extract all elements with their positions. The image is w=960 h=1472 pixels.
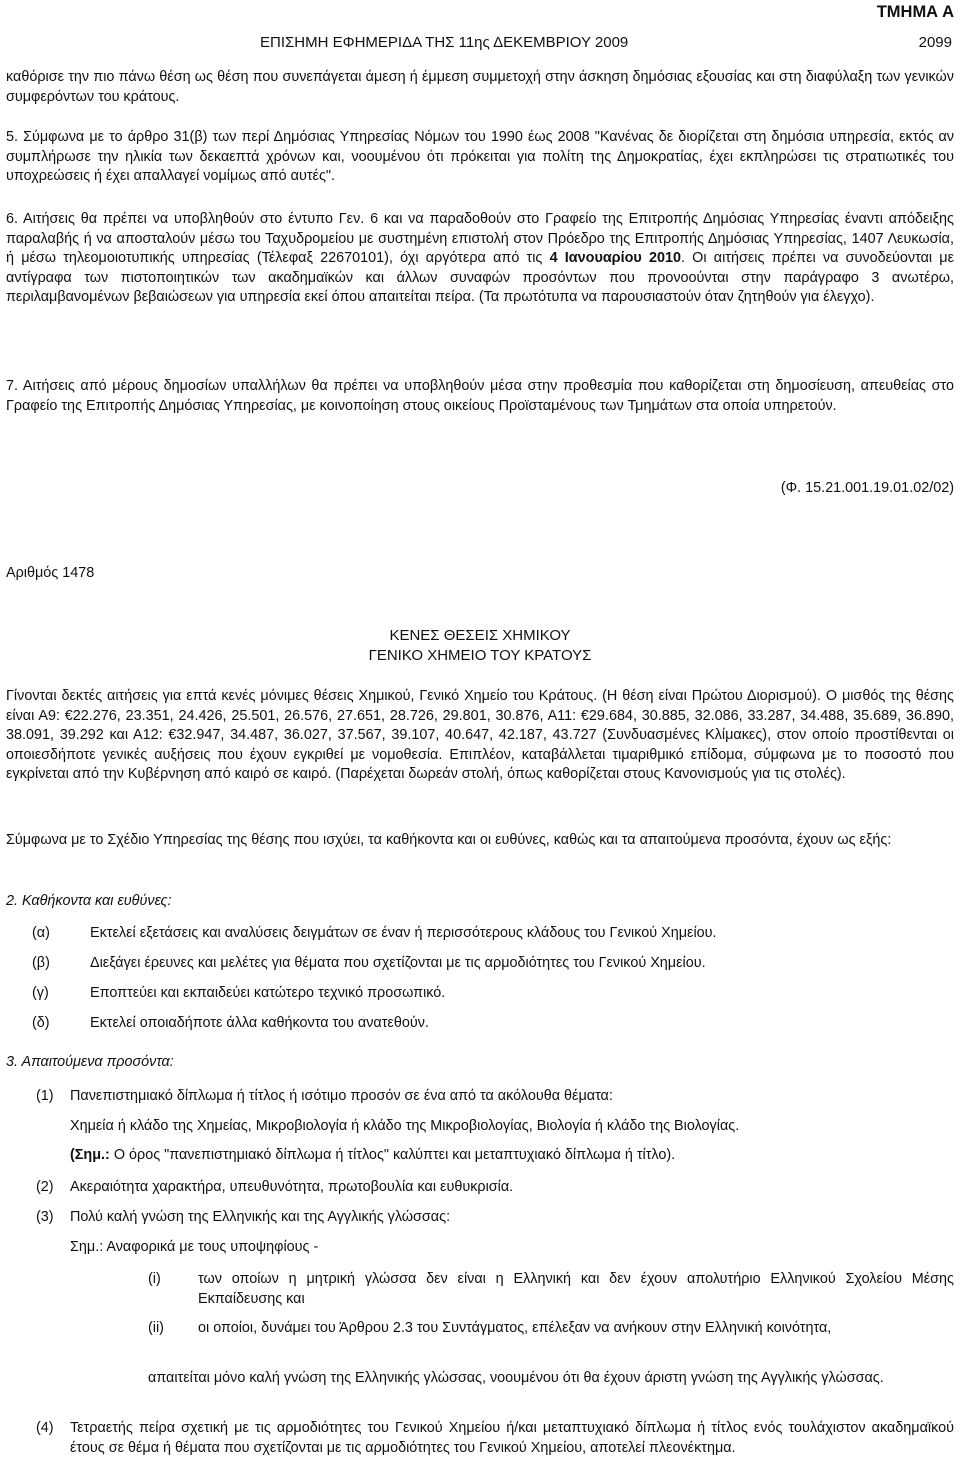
qualification-1: Πανεπιστημιακό δίπλωμα ή τίτλος ή ισότιμο προσόν σε ένα από τα ακόλουθα θέματα:: [70, 1088, 613, 1104]
duty-label: (α): [32, 925, 50, 941]
page-number: 2099: [918, 34, 952, 51]
duty-label: (γ): [32, 985, 49, 1001]
file-reference: (Φ. 15.21.001.19.01.02/02): [780, 480, 954, 496]
duty-label: (δ): [32, 1015, 50, 1031]
sub-item-i: των οποίων η μητρική γλώσσα δεν είναι η Ελληνική και δεν έχουν απολυτήριο Ελληνικού Σχολείου Μέσης Εκπαίδευσης και: [198, 1271, 954, 1307]
qualifications-heading: 3. Απαιτούμενα προσόντα:: [6, 1054, 174, 1070]
paragraph-6-text-b: . Οι αιτήσεις πρέπει να συνοδεύονται με αντίγραφα των πιστοποιητικών των ακαδημαϊκών και άλλων συναφών προσόντων που προνοούνται στην παράγραφο 3 ανωτέρω, περιλαμβανομένων βεβαιώσεων για υπηρεσία εκεί όπου απαιτείται πείρα. (Τα πρωτότυπα να παρουσιαστούν όταν ζητηθούν για έλεγχο).: [6, 250, 955, 306]
paragraph-continued: καθόρισε την πιο πάνω θέση ως θέση που συνεπάγεται άμεση ή έμμεση συμμετοχή στην άσκηση δημόσιας εξουσίας και στη διαφύλαξη των γενικών συμφερόντων του κράτους.: [6, 69, 954, 105]
qualification-1-subjects: Χημεία ή κλάδο της Χημείας, Μικροβιολογία ή κλάδο της Μικροβιολογίας, Βιολογία ή κλάδο της Βιολογίας.: [70, 1118, 740, 1134]
notice-title: ΚΕΝΕΣ ΘΕΣΕΙΣ ΧΗΜΙΚΟΥ: [389, 627, 571, 644]
qualification-label: (3): [36, 1209, 54, 1225]
notice-number: Αριθμός 1478: [6, 565, 95, 581]
sub-item-label: (i): [148, 1271, 161, 1287]
sub-item-ii: οι οποίοι, δυνάμει του Άρθρου 2.3 του Συντάγματος, επέλεξαν να ανήκουν στην Ελληνική κοινότητα,: [198, 1320, 832, 1336]
paragraph-6: [6, 210, 954, 308]
qualification-label: (4): [36, 1420, 54, 1436]
sub-item-label: (ii): [148, 1320, 164, 1336]
section-label: ΤΜΗΜΑ Α: [876, 3, 954, 21]
notice-subtitle: ΓΕΝΙΚΟ ΧΗΜΕΙΟ ΤΟΥ ΚΡΑΤΟΥΣ: [368, 647, 592, 664]
paragraph-5: 5. Σύμφωνα με το άρθρο 31(β) των περί Δημόσιας Υπηρεσίας Νόμων του 1990 έως 2008 "Κανένας δε διορίζεται στη δημόσια υπηρεσία, εκτός αν συμπλήρωσε την ηλικία των δεκαεπτά χρόνων και, νοουμένου ότι πρόκειται για πολίτη της Δημοκρατίας, έχει εκπληρώσει τις στρατιωτικές του υποχρεώσεις ή έχει απαλλαγεί νομίμως από αυτές".: [6, 129, 954, 185]
qualification-4: Τετραετής πείρα σχετική με τις αρμοδιότητες του Γενικού Χημείου ή/και μεταπτυχιακό δίπλωμα ή τίτλος ενός τουλάχιστον ακαδημαϊκού έτους σε θέμα ή θέματα που σχετίζονται με τις αρμοδιότητες του Γενικού Χημείου, αποτελεί πλεονέκτημα.: [70, 1420, 954, 1456]
duty-item: Εκτελεί οποιαδήποτε άλλα καθήκοντα του ανατεθούν.: [90, 1015, 429, 1031]
qualification-label: (2): [36, 1179, 54, 1195]
deadline-date: 4 Ιανουαρίου 2010: [549, 250, 681, 267]
note-label: (Σημ.:: [70, 1147, 110, 1163]
note-text: Ο όρος "πανεπιστημιακό δίπλωμα ή τίτλος" καλύπτει και μεταπτυχιακό δίπλωμα ή τίτλο).: [109, 1147, 676, 1163]
paragraph-6-text-a: 6. Αιτήσεις θα πρέπει να υποβληθούν στο έντυπο Γεν. 6 και να παραδοθούν στο Γραφείο της Επιτροπής Δημόσιας Υπηρεσίας έναντι απόδειξης παραλαβής ή να αποσταλούν μέσω του Ταχυδρομείου με συστημένη επιστολή στον Πρόεδρο της Επιτροπής Δημόσιας Υπηρεσίας, 1407 Λευκωσία, ή μέσω τηλεομοιοτυπικής υπηρεσίας (Τέλεφαξ 22670101), όχι αργότερα από τις: [6, 211, 954, 267]
scheme-paragraph: Σύμφωνα με το Σχέδιο Υπηρεσίας της θέσης που ισχύει, τα καθήκοντα και οι ευθύνες, καθώς και τα απαιτούμενα προσόντα, έχουν ως εξής:: [6, 832, 892, 848]
qualification-label: (1): [36, 1088, 54, 1104]
duty-label: (β): [32, 955, 50, 971]
duty-item: Εποπτεύει και εκπαιδεύει κατώτερο τεχνικό προσωπικό.: [90, 985, 446, 1001]
qualification-1-note: [70, 1146, 675, 1166]
qualification-2: Ακεραιότητα χαρακτήρα, υπευθυνότητα, πρωτοβουλία και ευθυκρισία.: [70, 1179, 514, 1195]
duties-heading: 2. Καθήκοντα και ευθύνες:: [6, 893, 172, 909]
duty-item: Διεξάγει έρευνες και μελέτες για θέματα που σχετίζονται με τις αρμοδιότητες του Γενικού Χημείου.: [90, 955, 706, 971]
gazette-title: ΕΠΙΣΗΜΗ ΕΦΗΜΕΡΙΔΑ ΤΗΣ 11ης ΔΕΚΕΜΒΡΙΟΥ 2009: [260, 34, 629, 51]
qualification-3-note: Σημ.: Αναφορικά με τους υποψηφίους -: [70, 1239, 319, 1255]
paragraph-7: 7. Αιτήσεις από μέρους δημοσίων υπαλλήλων θα πρέπει να υποβληθούν μέσα στην προθεσμία που καθορίζεται στη δημοσίευση, απευθείας στο Γραφείο της Επιτροπής Δημόσιας Υπηρεσίας, με κοινοποίηση στους οικείους Προϊσταμένους των Τμημάτων στα οποία υπηρετούν.: [6, 378, 954, 414]
qualification-3-requirement: απαιτείται μόνο καλή γνώση της Ελληνικής γλώσσας, νοουμένου ότι θα έχουν άριστη γνώση της Αγγλικής γλώσσας.: [148, 1370, 884, 1386]
duty-item: Εκτελεί εξετάσεις και αναλύσεις δειγμάτων σε έναν ή περισσότερους κλάδους του Γενικού Χημείου.: [90, 925, 717, 941]
qualification-3: Πολύ καλή γνώση της Ελληνικής και της Αγγλικής γλώσσας:: [70, 1209, 451, 1225]
notice-intro: Γίνονται δεκτές αιτήσεις για επτά κενές μόνιμες θέσεις Χημικού, Γενικό Χημείο του Κράτους. (Η θέση είναι Πρώτου Διορισμού). Ο μισθός της θέσης είναι Α9: €22.276, 23.351, 24.426, 25.501, 26.576, 27.651, 28.726, 29.801, 30.876, Α11: €29.684, 30.885, 32.086, 33.287, 34.488, 35.689, 36.890, 38.091, 39.292 και Α12: €32.947, 34.487, 36.027, 37.567, 39.107, 40.647, 42.187, 43.727 (Συνδυασμένες Κλίμακες), στον οποίο προστίθενται οι οποιεσδήποτε γενικές αυξήσεις που έχουν εγκριθεί με νομοθεσία. Επιπλέον, καταβάλλεται τιμαριθμικό επίδομα, σύμφωνα με το ποσοστό που εγκρίνεται από την Κυβέρνηση από καιρό σε καιρό. (Παρέχεται δωρεάν στολή, όπως καθορίζεται στους Κανονισμούς για τις στολές).: [6, 688, 954, 783]
